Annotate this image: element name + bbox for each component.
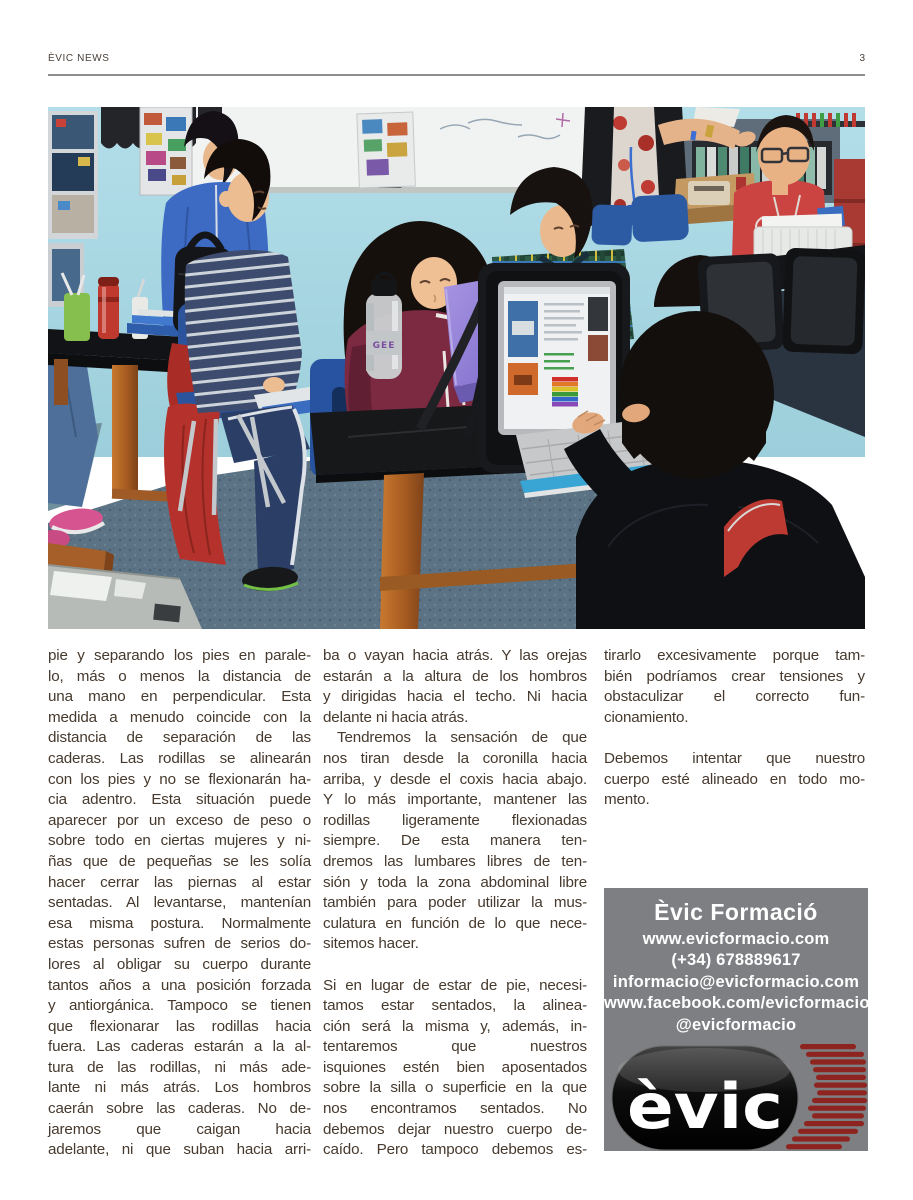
text-line: ba o vayan hacia atrás. Y las orejas <box>323 647 587 664</box>
text-line: distancia de separación de las <box>48 729 311 747</box>
text-line: fuera. Las caderas estarán a la al- <box>48 1038 311 1056</box>
classroom-photo <box>48 107 865 629</box>
text-line: Tendremos la sensación de que <box>323 729 587 747</box>
text-line: con los pies y no se flexionarán ha- <box>48 770 311 788</box>
advertisement <box>604 888 868 1151</box>
text-line: www.evicformacio.com <box>642 930 830 948</box>
text-line: caderas. Las rodillas se alinearán <box>48 749 311 767</box>
text-line: nos tiran desde la coronilla hacia <box>323 749 587 767</box>
text-line: sentadas. Al levantarse, mantenían <box>48 894 311 912</box>
text-line: isquiones estén bien aposentados <box>323 1058 587 1076</box>
svg-text:GEE: GEE <box>372 341 396 351</box>
text-line: tamos estar sentados, la alinea- <box>323 997 587 1015</box>
text-line: tentaremos que nuestros <box>323 1038 587 1056</box>
text-line: www.facebook.com/evicformacio <box>604 994 870 1013</box>
masthead-brand: ÈVIC NEWS <box>48 53 110 64</box>
header-rule <box>48 74 865 76</box>
text-line: cuerpo esté alineado en todo mo- <box>604 770 865 788</box>
text-line <box>604 728 865 749</box>
water-bottle <box>366 273 402 379</box>
text-line: Si en lugar de estar de pie, necesi- <box>323 976 587 994</box>
text-line: rodillas ligeramente flexionadas <box>323 811 587 829</box>
text-line: debemos dejar nuestro cuerpo de- <box>323 1120 587 1138</box>
text-line: lo, más o menos la distancia de <box>48 667 311 685</box>
text-line: siempre. De esta manera ten- <box>323 832 587 850</box>
text-line: informacio@evicformacio.com <box>612 972 860 991</box>
text-line: estarán a la altura de los hombros <box>323 667 587 685</box>
text-line: estas personas sufren de serios do- <box>48 935 311 953</box>
article-column-1 <box>48 646 311 1161</box>
text-line: pie y separando los pies en parale- <box>48 647 311 664</box>
text-line: arriba, y desde el coxis hacia abajo. <box>323 770 587 788</box>
text-line: sobre la silla o superficie en la que <box>323 1079 587 1097</box>
text-line: lores al obligar su cuerpo durante <box>48 955 311 973</box>
text-line: hacer cerrar las piernas al estar <box>48 873 311 891</box>
page-number: 3 <box>859 53 865 64</box>
text-line: cia adentro. Esta situación puede <box>48 791 311 809</box>
text-line: bién podríamos crear tensiones y <box>604 667 865 685</box>
text-line: y dirigidas hacia el techo. Ni hacia <box>323 688 587 706</box>
text-line: cionamiento. <box>604 708 689 726</box>
text-line: tura de las rodillas, ni más ade- <box>48 1058 311 1076</box>
text-line: mento. <box>604 791 650 809</box>
text-line: tantos años a una posición forzada <box>48 976 311 994</box>
text-line: también para poder utilizar la mus- <box>323 894 587 912</box>
text-line: lante ni más atrás. Los hombros <box>48 1079 311 1097</box>
text-line: una mano en perpendicular. Esta <box>48 688 311 706</box>
ad-title: Èvic Formació <box>654 899 818 925</box>
text-line: jaremos que caigan hacia <box>48 1120 311 1138</box>
text-line: adelante, ni que suban hacia arri- <box>48 1141 311 1159</box>
text-line: esa misma postura. Normalmente <box>48 914 311 932</box>
text-line: (+34) 678889617 <box>671 951 801 970</box>
text-line: Debemos intentar que nuestro <box>604 749 865 767</box>
text-line: tirarlo excesivamente porque tam- <box>604 647 865 664</box>
article-column-3 <box>604 646 865 811</box>
text-line: @evicformacio <box>675 1015 797 1034</box>
text-line: dremos las lumbares libres de ten- <box>323 852 587 870</box>
ad-contact-list <box>604 929 868 1036</box>
text-line: que flexionarar las rodillas hacia <box>48 1017 311 1035</box>
text-line <box>323 955 587 976</box>
text-line: delante ni hacia atrás. <box>323 708 469 726</box>
text-line: medida a menudo coincide con la <box>48 708 311 726</box>
text-line: sión y toda la zona abdominal libre <box>323 873 587 891</box>
article-column-2 <box>323 646 587 1161</box>
text-line: ción será la misma y, además, in- <box>323 1017 587 1035</box>
text-line: nos encontramos sentados. No <box>323 1100 587 1118</box>
text-line: obstaculizar el correcto fun- <box>604 688 865 706</box>
text-line: aparecer por un exceso de peso o <box>48 811 311 829</box>
text-line: sitemos hacer. <box>323 935 419 953</box>
logo-wordmark: èvic <box>627 1070 783 1144</box>
text-line: y antiorgánica. Tampoco se tienen <box>48 997 311 1015</box>
text-line: caerán sobre las caderas. No de- <box>48 1100 311 1118</box>
text-line: culatura en función de lo que nece- <box>323 914 587 932</box>
text-line: ñas que de pequeñas se les solía <box>48 852 311 870</box>
evic-logo <box>604 1040 868 1156</box>
text-line: Y lo más importante, mantener las <box>323 791 587 809</box>
text-line: sobre todo en ciertas mujeres y ni- <box>48 832 311 850</box>
text-line: caído. Pero tampoco debemos es- <box>323 1141 587 1159</box>
